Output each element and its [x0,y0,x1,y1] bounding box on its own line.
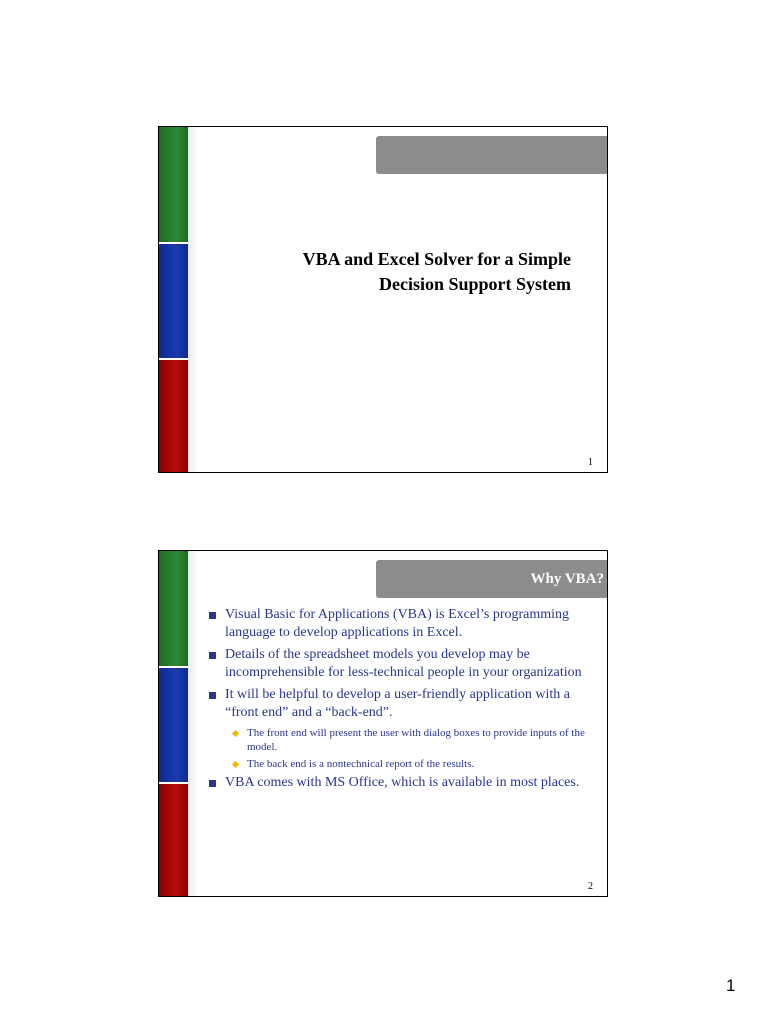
square-bullet-icon [209,652,216,659]
green-bar [159,551,188,666]
bullet-text: Details of the spreadsheet models you develop may be incomprehensible for less-technical people in your organization [225,647,582,680]
header-title: Why VBA? [530,571,604,587]
sub-bullet-item [209,757,589,771]
bullet-text: Visual Basic for Applications (VBA) is Excel’s programming language to develop applications in Excel. [225,607,570,640]
square-bullet-icon [209,612,216,619]
red-bar [159,784,188,897]
side-color-bars [159,127,189,472]
blue-bar [159,668,188,782]
slide-title-line-2: Decision Support System [378,274,571,294]
square-bullet-icon [209,780,216,787]
document-page-number: 1 [726,976,736,995]
sub-bullet-text: The back end is a nontechnical report of the results. [247,758,475,770]
bullet-item [209,646,589,682]
header-band [376,136,608,174]
slide-2 [158,550,608,897]
bullet-item [209,774,589,792]
diamond-bullet-icon [232,730,239,737]
bar-shadow [188,551,198,896]
slide-page-number: 1 [588,457,593,468]
slide-title [219,247,571,297]
bullet-text: VBA comes with MS Office, which is available in most places. [225,775,580,790]
slide-content [209,606,589,796]
green-bar [159,127,188,242]
sub-bullet-item [209,726,589,754]
bullet-item [209,606,589,642]
slide-page-number: 2 [588,881,593,892]
slide-title-line-1: VBA and Excel Solver for a Simple [302,249,571,269]
header-band [376,560,608,598]
side-color-bars [159,551,189,896]
sub-bullet-text: The front end will present the user with dialog boxes to provide inputs of the model. [247,727,585,753]
red-bar [159,360,188,473]
square-bullet-icon [209,692,216,699]
bullet-text: It will be helpful to develop a user-friendly application with a “front end” and a “back-end”. [225,687,570,720]
bullet-item [209,686,589,722]
bar-shadow [188,127,198,472]
blue-bar [159,244,188,358]
diamond-bullet-icon [232,761,239,768]
slide-1 [158,126,608,473]
